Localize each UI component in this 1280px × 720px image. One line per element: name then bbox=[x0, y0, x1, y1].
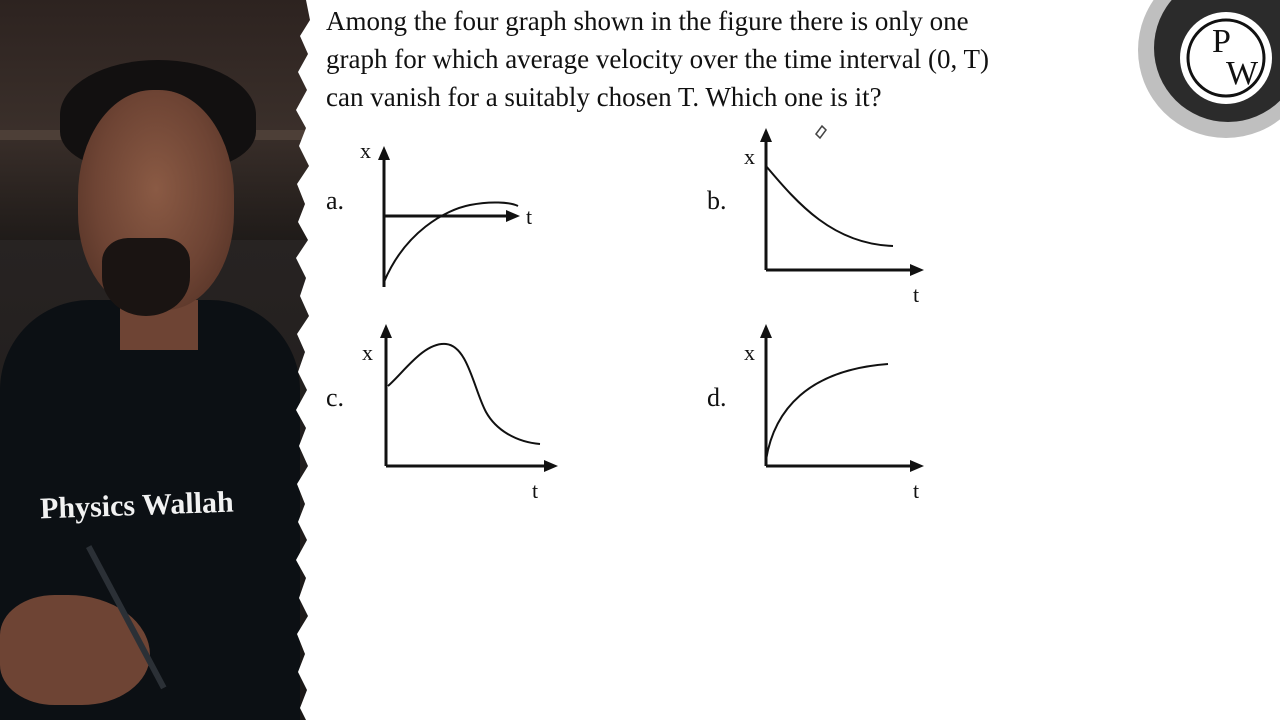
presenter-video bbox=[0, 0, 312, 720]
question-line-2: graph for which average velocity over the time interval (0, T) bbox=[326, 44, 989, 74]
option-b-x-arrow bbox=[910, 264, 924, 276]
shirt-logo-text: Physics Wallah bbox=[39, 485, 235, 526]
option-b-graph bbox=[738, 124, 938, 309]
option-a-x-arrow bbox=[506, 210, 520, 222]
option-d-label: d. bbox=[707, 383, 727, 412]
option-c-x-arrow bbox=[544, 460, 558, 472]
question-text bbox=[326, 2, 1106, 116]
option-c-y-label: x bbox=[362, 340, 373, 365]
option-b-curve bbox=[766, 166, 893, 246]
option-b-label: b. bbox=[707, 186, 727, 215]
option-a-y-label: x bbox=[360, 138, 371, 163]
pen-cursor-icon bbox=[816, 126, 826, 138]
option-b-x-label: t bbox=[913, 282, 920, 307]
option-a-y-arrow bbox=[378, 146, 390, 160]
option-d-x-arrow bbox=[910, 460, 924, 472]
option-c-x-label: t bbox=[532, 478, 539, 503]
option-d-y-label: x bbox=[744, 340, 755, 365]
option-d-graph bbox=[738, 320, 938, 505]
pw-logo bbox=[1136, 0, 1280, 140]
torn-edge-divider bbox=[292, 0, 320, 720]
option-a-curve bbox=[384, 202, 518, 282]
option-a-graph bbox=[350, 132, 560, 297]
option-a-x-label: t bbox=[526, 204, 533, 229]
pw-logo-letter-w: W bbox=[1226, 55, 1259, 92]
option-b-y-arrow bbox=[760, 128, 772, 142]
presenter-beard bbox=[102, 238, 190, 316]
option-c-graph bbox=[356, 320, 576, 505]
option-d-y-arrow bbox=[760, 324, 772, 338]
option-b-y-label: x bbox=[744, 144, 755, 169]
option-c-label: c. bbox=[326, 383, 345, 412]
question-line-1: Among the four graph shown in the figure there is only one bbox=[326, 6, 969, 36]
option-d-x-label: t bbox=[913, 478, 920, 503]
option-d-curve bbox=[766, 364, 888, 460]
option-c-y-arrow bbox=[380, 324, 392, 338]
option-a-label: a. bbox=[326, 186, 345, 215]
option-c-curve bbox=[388, 344, 540, 444]
pw-logo-letter-p: P bbox=[1212, 23, 1231, 60]
question-line-3: can vanish for a suitably chosen T. Which one is it? bbox=[326, 82, 882, 112]
